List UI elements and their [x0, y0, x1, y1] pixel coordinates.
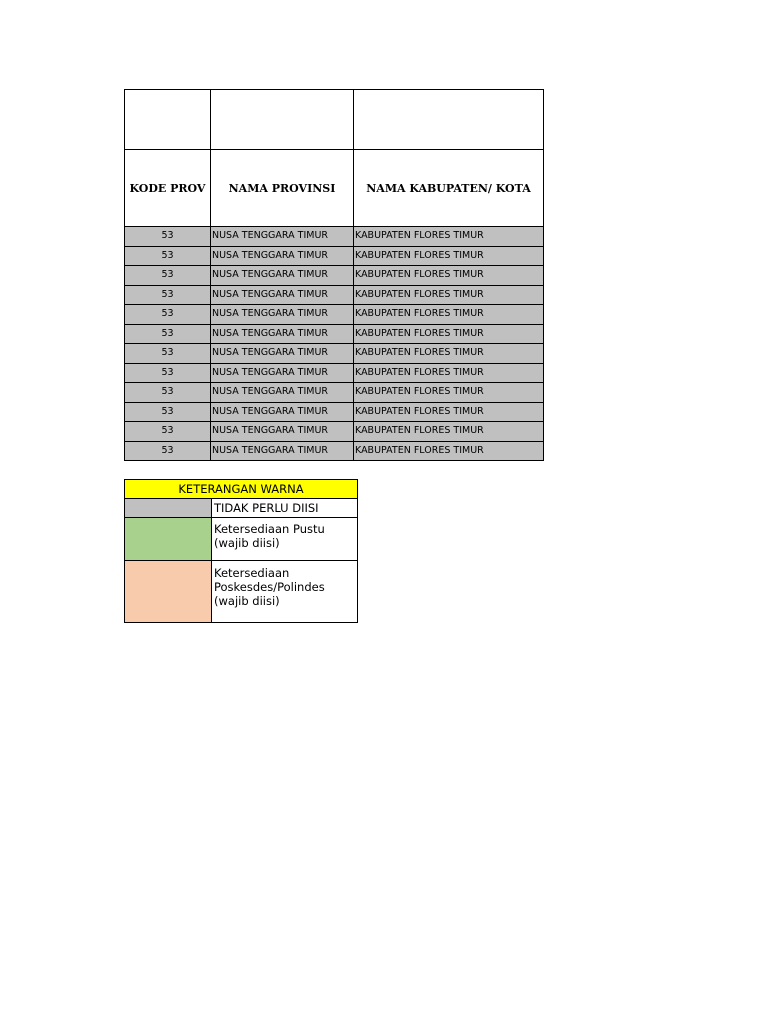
cell-nama-provinsi: NUSA TENGGARA TIMUR	[211, 402, 354, 422]
cell-nama-kabupaten: KABUPATEN FLORES TIMUR	[354, 383, 544, 403]
cell-nama-provinsi: NUSA TENGGARA TIMUR	[211, 324, 354, 344]
legend-swatch	[125, 518, 212, 561]
table-row	[125, 422, 544, 442]
blank-header-row	[125, 90, 544, 150]
blank-cell	[125, 90, 211, 150]
cell-kode-prov: 53	[125, 227, 211, 247]
cell-nama-provinsi: NUSA TENGGARA TIMUR	[211, 441, 354, 461]
table-row	[125, 285, 544, 305]
legend-swatch	[125, 499, 212, 518]
cell-nama-provinsi: NUSA TENGGARA TIMUR	[211, 344, 354, 364]
header-nama-kabupaten: NAMA KABUPATEN/ KOTA	[354, 150, 544, 227]
cell-nama-provinsi: NUSA TENGGARA TIMUR	[211, 285, 354, 305]
legend-label-line: Ketersediaan	[214, 566, 290, 580]
color-legend	[124, 479, 358, 623]
legend-label	[212, 561, 358, 623]
legend-label	[212, 499, 358, 518]
table-row	[125, 246, 544, 266]
legend-title: KETERANGAN WARNA	[125, 480, 358, 499]
cell-nama-kabupaten: KABUPATEN FLORES TIMUR	[354, 441, 544, 461]
region-table	[124, 89, 544, 461]
cell-nama-provinsi: NUSA TENGGARA TIMUR	[211, 305, 354, 325]
table-row	[125, 266, 544, 286]
cell-kode-prov: 53	[125, 441, 211, 461]
legend-label-line: (wajib diisi)	[214, 594, 280, 608]
cell-kode-prov: 53	[125, 363, 211, 383]
cell-nama-kabupaten: KABUPATEN FLORES TIMUR	[354, 246, 544, 266]
table-row	[125, 363, 544, 383]
cell-nama-kabupaten: KABUPATEN FLORES TIMUR	[354, 402, 544, 422]
cell-kode-prov: 53	[125, 422, 211, 442]
legend-item	[125, 499, 358, 518]
cell-kode-prov: 53	[125, 246, 211, 266]
cell-nama-provinsi: NUSA TENGGARA TIMUR	[211, 363, 354, 383]
cell-nama-kabupaten: KABUPATEN FLORES TIMUR	[354, 266, 544, 286]
legend-label-line: TIDAK PERLU DIISI	[214, 501, 319, 515]
legend-label-line: Poskesdes/Polindes	[214, 580, 325, 594]
cell-nama-provinsi: NUSA TENGGARA TIMUR	[211, 383, 354, 403]
table-row	[125, 324, 544, 344]
table-row	[125, 383, 544, 403]
cell-nama-provinsi: NUSA TENGGARA TIMUR	[211, 266, 354, 286]
table-row	[125, 227, 544, 247]
blank-cell	[211, 90, 354, 150]
cell-nama-kabupaten: KABUPATEN FLORES TIMUR	[354, 227, 544, 247]
legend-label-line: Ketersediaan Pustu	[214, 522, 325, 536]
cell-nama-kabupaten: KABUPATEN FLORES TIMUR	[354, 285, 544, 305]
cell-nama-provinsi: NUSA TENGGARA TIMUR	[211, 246, 354, 266]
cell-nama-kabupaten: KABUPATEN FLORES TIMUR	[354, 305, 544, 325]
cell-nama-kabupaten: KABUPATEN FLORES TIMUR	[354, 324, 544, 344]
cell-nama-kabupaten: KABUPATEN FLORES TIMUR	[354, 344, 544, 364]
cell-nama-kabupaten: KABUPATEN FLORES TIMUR	[354, 422, 544, 442]
cell-kode-prov: 53	[125, 383, 211, 403]
table-row	[125, 441, 544, 461]
header-nama-provinsi: NAMA PROVINSI	[211, 150, 354, 227]
legend-label	[212, 518, 358, 561]
cell-kode-prov: 53	[125, 285, 211, 305]
table-row	[125, 305, 544, 325]
cell-nama-provinsi: NUSA TENGGARA TIMUR	[211, 227, 354, 247]
table-row	[125, 344, 544, 364]
blank-cell	[354, 90, 544, 150]
cell-nama-provinsi: NUSA TENGGARA TIMUR	[211, 422, 354, 442]
cell-kode-prov: 53	[125, 402, 211, 422]
legend-item	[125, 518, 358, 561]
legend-item	[125, 561, 358, 623]
cell-kode-prov: 53	[125, 344, 211, 364]
legend-label-line: (wajib diisi)	[214, 536, 280, 550]
table-row	[125, 402, 544, 422]
column-header-row	[125, 150, 544, 227]
cell-kode-prov: 53	[125, 324, 211, 344]
legend-swatch	[125, 561, 212, 623]
header-kode-prov: KODE PROV	[125, 150, 211, 227]
cell-kode-prov: 53	[125, 266, 211, 286]
cell-nama-kabupaten: KABUPATEN FLORES TIMUR	[354, 363, 544, 383]
cell-kode-prov: 53	[125, 305, 211, 325]
